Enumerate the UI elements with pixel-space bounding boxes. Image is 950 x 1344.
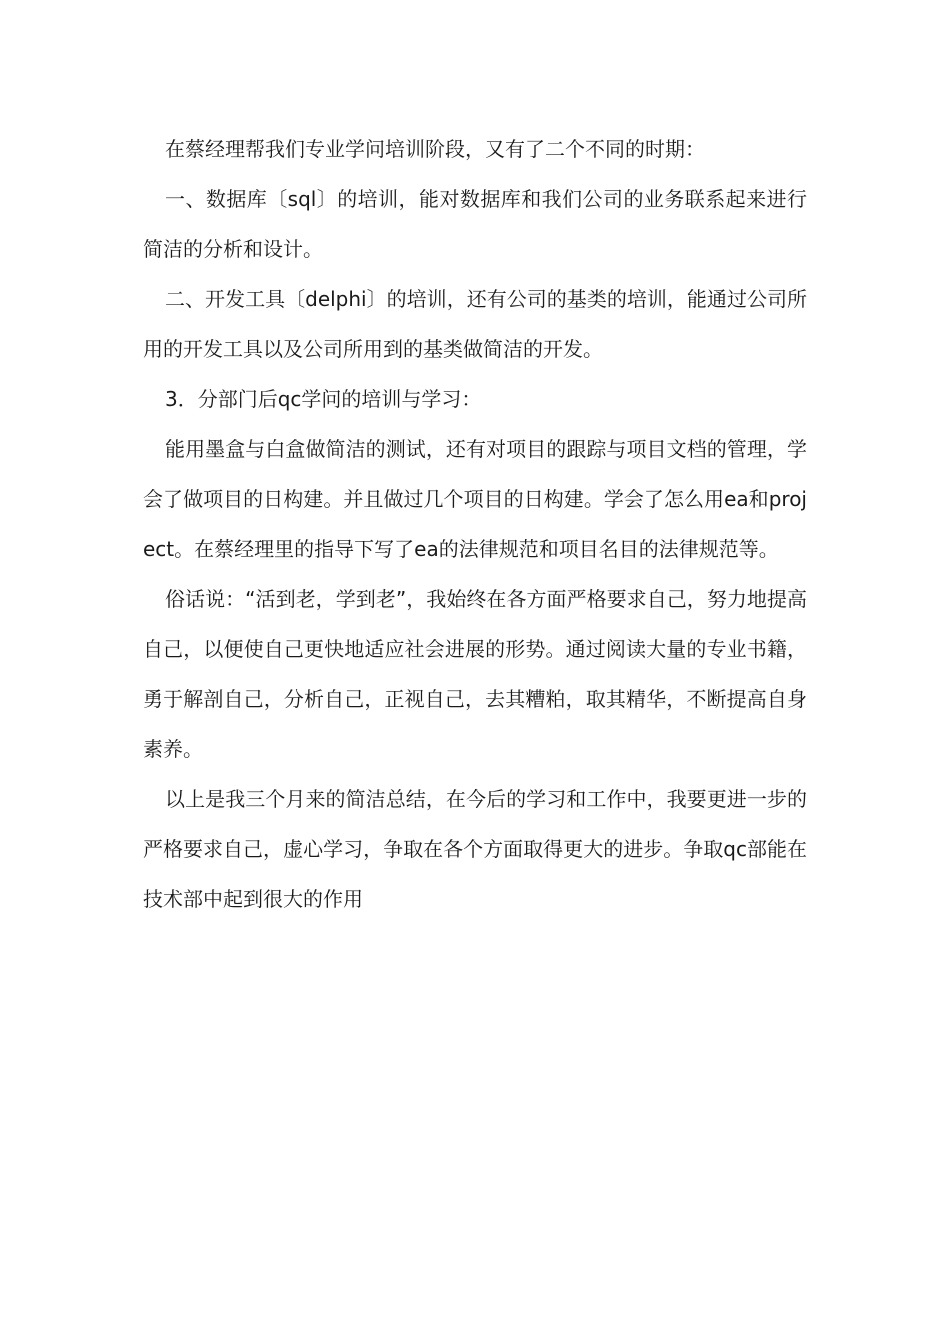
paragraph-3: 二、开发工具〔delphi〕的培训，还有公司的基类的培训，能通过公司所用的开发工具以及公司所用到的基类做简洁的开发。 [143,287,807,361]
paragraph-5: 能用墨盒与白盒做简洁的测试，还有对项目的跟踪与项目文档的管理，学会了做项目的日构建。并且做过几个项目的日构建。学会了怎么用ea和project。在蔡经理里的指导下写了ea的法律规范和项目名目的法律规范等。 [143,437,807,561]
document-body [143,124,807,924]
paragraph-6: 俗话说：“活到老，学到老”，我始终在各方面严格要求自己，努力地提高自己，以便使自己更快地适应社会进展的形势。通过阅读大量的专业书籍，勇于解剖自己，分析自己，正视自己，去其糟粕，取其精华，不断提高自身素养。 [143,587,807,761]
paragraph-7: 以上是我三个月来的简洁总结，在今后的学习和工作中，我要更进一步的严格要求自己，虚心学习，争取在各个方面取得更大的进步。争取qc部能在技术部中起到很大的作用 [143,787,807,911]
paragraph-1: 在蔡经理帮我们专业学问培训阶段，又有了二个不同的时期： [165,137,705,161]
paragraph-2: 一、数据库〔sql〕的培训，能对数据库和我们公司的业务联系起来进行简洁的分析和设计。 [143,187,807,261]
paragraph-4: 3．分部门后qc学问的培训与学习： [165,387,482,411]
